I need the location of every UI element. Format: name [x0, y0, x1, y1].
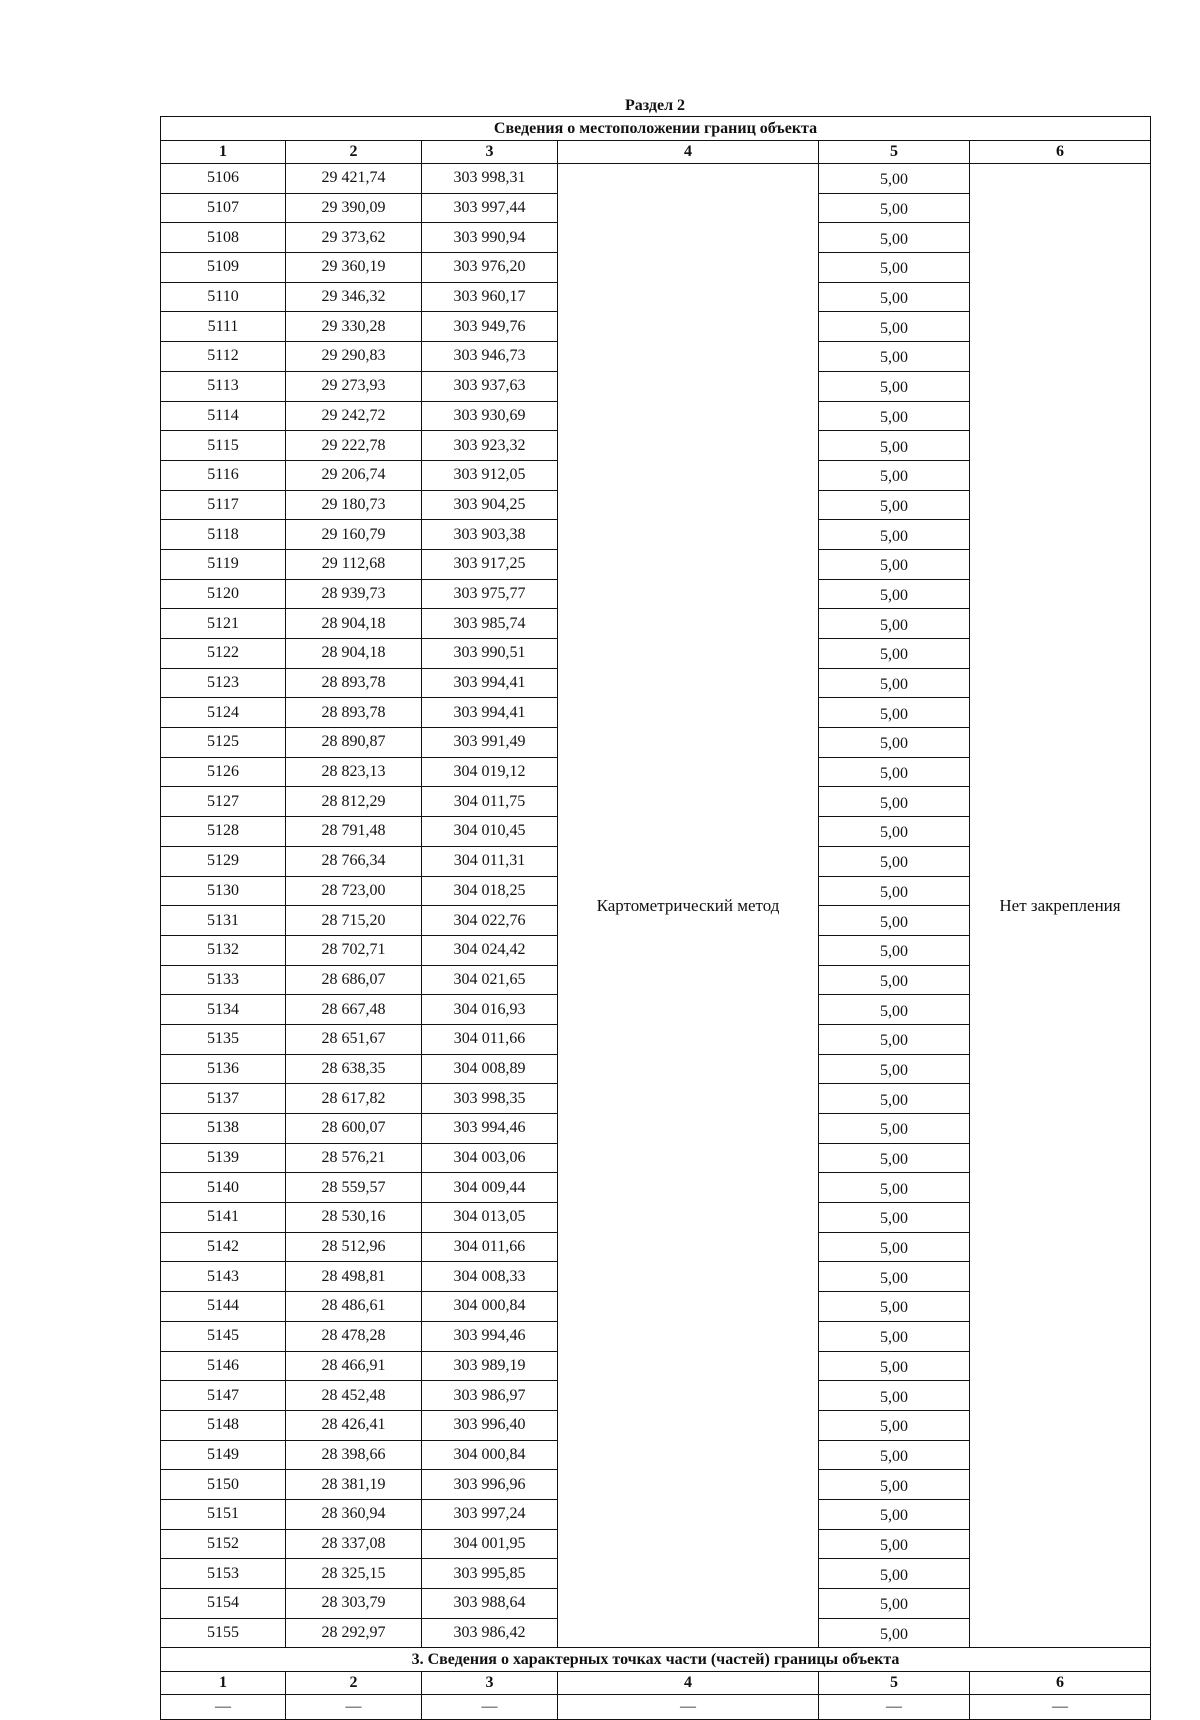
x-coordinate-cell: 28 823,13: [286, 757, 422, 787]
accuracy-cell: 5,00: [819, 223, 970, 253]
accuracy-cell: 5,00: [819, 787, 970, 817]
method-cell: Картометрический метод: [558, 164, 819, 1648]
accuracy-cell: 5,00: [819, 1054, 970, 1084]
point-number-cell: 5126: [161, 757, 286, 787]
x-coordinate-cell: 28 498,81: [286, 1262, 422, 1292]
point-number-cell: 5151: [161, 1499, 286, 1529]
section3-empty-cell: —: [819, 1695, 970, 1720]
accuracy-cell: 5,00: [819, 1114, 970, 1144]
x-coordinate-cell: 29 206,74: [286, 460, 422, 490]
x-coordinate-cell: 28 559,57: [286, 1173, 422, 1203]
x-coordinate-cell: 28 292,97: [286, 1618, 422, 1648]
accuracy-cell: 5,00: [819, 1143, 970, 1173]
y-coordinate-cell: 303 985,74: [422, 609, 558, 639]
x-coordinate-cell: 28 791,48: [286, 817, 422, 847]
accuracy-cell: 5,00: [819, 193, 970, 223]
y-coordinate-cell: 304 016,93: [422, 995, 558, 1025]
accuracy-cell: 5,00: [819, 817, 970, 847]
accuracy-cell: 5,00: [819, 520, 970, 550]
point-number-cell: 5127: [161, 787, 286, 817]
y-coordinate-cell: 303 989,19: [422, 1351, 558, 1381]
point-number-cell: 5136: [161, 1054, 286, 1084]
x-coordinate-cell: 28 617,82: [286, 1084, 422, 1114]
accuracy-cell: 5,00: [819, 1262, 970, 1292]
point-number-cell: 5112: [161, 342, 286, 372]
point-number-cell: 5135: [161, 1024, 286, 1054]
accuracy-cell: 5,00: [819, 1203, 970, 1233]
y-coordinate-cell: 303 994,41: [422, 698, 558, 728]
point-number-cell: 5114: [161, 401, 286, 431]
y-coordinate-cell: 303 994,41: [422, 668, 558, 698]
x-coordinate-cell: 28 893,78: [286, 668, 422, 698]
y-coordinate-cell: 304 021,65: [422, 965, 558, 995]
accuracy-cell: 5,00: [819, 1589, 970, 1619]
section3-empty-cell: —: [422, 1695, 558, 1720]
y-coordinate-cell: 304 024,42: [422, 935, 558, 965]
y-coordinate-cell: 304 011,31: [422, 846, 558, 876]
section3-header-row: [161, 1672, 1151, 1695]
accuracy-cell: 5,00: [819, 1440, 970, 1470]
point-number-cell: 5120: [161, 579, 286, 609]
section3-header-2: 2: [286, 1672, 422, 1695]
x-coordinate-cell: 29 180,73: [286, 490, 422, 520]
x-coordinate-cell: 29 290,83: [286, 342, 422, 372]
section-label: Раздел 2: [624, 97, 686, 114]
point-number-cell: 5137: [161, 1084, 286, 1114]
y-coordinate-cell: 304 003,06: [422, 1143, 558, 1173]
y-coordinate-cell: 303 988,64: [422, 1589, 558, 1619]
section3-caption-row: [161, 1648, 1151, 1672]
section3-header-6: 6: [970, 1672, 1151, 1695]
column-header-2: 2: [286, 141, 422, 164]
x-coordinate-cell: 28 667,48: [286, 995, 422, 1025]
x-coordinate-cell: 28 890,87: [286, 728, 422, 758]
point-number-cell: 5147: [161, 1381, 286, 1411]
section3-header-1: 1: [161, 1672, 286, 1695]
point-number-cell: 5122: [161, 639, 286, 669]
y-coordinate-cell: 304 011,75: [422, 787, 558, 817]
accuracy-cell: 5,00: [819, 698, 970, 728]
y-coordinate-cell: 303 990,94: [422, 223, 558, 253]
x-coordinate-cell: 28 530,16: [286, 1203, 422, 1233]
section3-header-5: 5: [819, 1672, 970, 1695]
x-coordinate-cell: 28 766,34: [286, 846, 422, 876]
accuracy-cell: 5,00: [819, 728, 970, 758]
x-coordinate-cell: 28 452,48: [286, 1381, 422, 1411]
x-coordinate-cell: 29 390,09: [286, 193, 422, 223]
x-coordinate-cell: 28 702,71: [286, 935, 422, 965]
y-coordinate-cell: 304 022,76: [422, 906, 558, 936]
accuracy-cell: 5,00: [819, 431, 970, 461]
point-number-cell: 5141: [161, 1203, 286, 1233]
x-coordinate-cell: 29 242,72: [286, 401, 422, 431]
accuracy-cell: 5,00: [819, 935, 970, 965]
y-coordinate-cell: 303 996,96: [422, 1470, 558, 1500]
point-number-cell: 5132: [161, 935, 286, 965]
point-number-cell: 5110: [161, 282, 286, 312]
point-number-cell: 5116: [161, 460, 286, 490]
y-coordinate-cell: 304 000,84: [422, 1440, 558, 1470]
point-number-cell: 5131: [161, 906, 286, 936]
point-number-cell: 5143: [161, 1262, 286, 1292]
y-coordinate-cell: 304 010,45: [422, 817, 558, 847]
accuracy-cell: 5,00: [819, 342, 970, 372]
point-number-cell: 5138: [161, 1114, 286, 1144]
x-coordinate-cell: 29 160,79: [286, 520, 422, 550]
x-coordinate-cell: 29 373,62: [286, 223, 422, 253]
accuracy-cell: 5,00: [819, 490, 970, 520]
point-number-cell: 5125: [161, 728, 286, 758]
y-coordinate-cell: 304 009,44: [422, 1173, 558, 1203]
x-coordinate-cell: 28 466,91: [286, 1351, 422, 1381]
section3-header-4: 4: [558, 1672, 819, 1695]
accuracy-cell: 5,00: [819, 579, 970, 609]
x-coordinate-cell: 29 346,32: [286, 282, 422, 312]
point-number-cell: 5107: [161, 193, 286, 223]
x-coordinate-cell: 28 337,08: [286, 1529, 422, 1559]
y-coordinate-cell: 304 000,84: [422, 1292, 558, 1322]
accuracy-cell: 5,00: [819, 757, 970, 787]
point-number-cell: 5108: [161, 223, 286, 253]
y-coordinate-cell: 304 018,25: [422, 876, 558, 906]
accuracy-cell: 5,00: [819, 1232, 970, 1262]
accuracy-cell: 5,00: [819, 1292, 970, 1322]
point-number-cell: 5145: [161, 1321, 286, 1351]
point-number-cell: 5128: [161, 817, 286, 847]
x-coordinate-cell: 28 512,96: [286, 1232, 422, 1262]
x-coordinate-cell: 29 222,78: [286, 431, 422, 461]
column-header-5: 5: [819, 141, 970, 164]
accuracy-cell: 5,00: [819, 846, 970, 876]
x-coordinate-cell: 28 398,66: [286, 1440, 422, 1470]
point-number-cell: 5130: [161, 876, 286, 906]
y-coordinate-cell: 303 904,25: [422, 490, 558, 520]
y-coordinate-cell: 304 019,12: [422, 757, 558, 787]
x-coordinate-cell: 29 273,93: [286, 371, 422, 401]
section3-empty-cell: —: [558, 1695, 819, 1720]
accuracy-cell: 5,00: [819, 876, 970, 906]
table-caption: Сведения о местоположении границ объекта: [161, 117, 1151, 141]
point-number-cell: 5119: [161, 549, 286, 579]
accuracy-cell: 5,00: [819, 282, 970, 312]
accuracy-cell: 5,00: [819, 164, 970, 194]
accuracy-cell: 5,00: [819, 1529, 970, 1559]
x-coordinate-cell: 29 360,19: [286, 253, 422, 283]
point-number-cell: 5154: [161, 1589, 286, 1619]
y-coordinate-cell: 303 986,42: [422, 1618, 558, 1648]
table-row: [161, 164, 1151, 194]
y-coordinate-cell: 303 998,35: [422, 1084, 558, 1114]
boundary-table: [160, 116, 1151, 1720]
y-coordinate-cell: 303 903,38: [422, 520, 558, 550]
point-number-cell: 5153: [161, 1559, 286, 1589]
table-caption-row: [161, 117, 1151, 141]
y-coordinate-cell: 303 998,31: [422, 164, 558, 194]
accuracy-cell: 5,00: [819, 1470, 970, 1500]
x-coordinate-cell: 29 112,68: [286, 549, 422, 579]
x-coordinate-cell: 28 904,18: [286, 639, 422, 669]
y-coordinate-cell: 303 996,40: [422, 1410, 558, 1440]
point-number-cell: 5149: [161, 1440, 286, 1470]
point-number-cell: 5134: [161, 995, 286, 1025]
y-coordinate-cell: 303 975,77: [422, 579, 558, 609]
x-coordinate-cell: 28 303,79: [286, 1589, 422, 1619]
x-coordinate-cell: 28 893,78: [286, 698, 422, 728]
y-coordinate-cell: 303 986,97: [422, 1381, 558, 1411]
point-number-cell: 5109: [161, 253, 286, 283]
x-coordinate-cell: 28 426,41: [286, 1410, 422, 1440]
point-number-cell: 5124: [161, 698, 286, 728]
y-coordinate-cell: 303 917,25: [422, 549, 558, 579]
y-coordinate-cell: 303 997,24: [422, 1499, 558, 1529]
y-coordinate-cell: 304 008,89: [422, 1054, 558, 1084]
x-coordinate-cell: 28 651,67: [286, 1024, 422, 1054]
point-number-cell: 5155: [161, 1618, 286, 1648]
accuracy-cell: 5,00: [819, 1381, 970, 1411]
point-number-cell: 5111: [161, 312, 286, 342]
accuracy-cell: 5,00: [819, 1173, 970, 1203]
point-number-cell: 5148: [161, 1410, 286, 1440]
section3-empty-cell: —: [970, 1695, 1151, 1720]
accuracy-cell: 5,00: [819, 1618, 970, 1648]
accuracy-cell: 5,00: [819, 1321, 970, 1351]
accuracy-cell: 5,00: [819, 312, 970, 342]
y-coordinate-cell: 303 949,76: [422, 312, 558, 342]
x-coordinate-cell: 28 904,18: [286, 609, 422, 639]
point-number-cell: 5133: [161, 965, 286, 995]
point-number-cell: 5142: [161, 1232, 286, 1262]
point-number-cell: 5139: [161, 1143, 286, 1173]
column-header-4: 4: [558, 141, 819, 164]
x-coordinate-cell: 28 576,21: [286, 1143, 422, 1173]
x-coordinate-cell: 28 478,28: [286, 1321, 422, 1351]
x-coordinate-cell: 28 325,15: [286, 1559, 422, 1589]
x-coordinate-cell: 28 715,20: [286, 906, 422, 936]
x-coordinate-cell: 28 723,00: [286, 876, 422, 906]
y-coordinate-cell: 303 994,46: [422, 1114, 558, 1144]
x-coordinate-cell: 29 330,28: [286, 312, 422, 342]
x-coordinate-cell: 28 600,07: [286, 1114, 422, 1144]
x-coordinate-cell: 28 381,19: [286, 1470, 422, 1500]
accuracy-cell: 5,00: [819, 253, 970, 283]
accuracy-cell: 5,00: [819, 965, 970, 995]
accuracy-cell: 5,00: [819, 668, 970, 698]
point-number-cell: 5152: [161, 1529, 286, 1559]
section3-caption: 3. Сведения о характерных точках части (частей) границы объекта: [161, 1648, 1151, 1672]
y-coordinate-cell: 304 008,33: [422, 1262, 558, 1292]
y-coordinate-cell: 303 912,05: [422, 460, 558, 490]
accuracy-cell: 5,00: [819, 609, 970, 639]
x-coordinate-cell: 28 686,07: [286, 965, 422, 995]
point-number-cell: 5140: [161, 1173, 286, 1203]
y-coordinate-cell: 303 960,17: [422, 282, 558, 312]
accuracy-cell: 5,00: [819, 1410, 970, 1440]
point-number-cell: 5146: [161, 1351, 286, 1381]
column-header-1: 1: [161, 141, 286, 164]
x-coordinate-cell: 28 638,35: [286, 1054, 422, 1084]
point-number-cell: 5144: [161, 1292, 286, 1322]
point-number-cell: 5106: [161, 164, 286, 194]
point-number-cell: 5123: [161, 668, 286, 698]
y-coordinate-cell: 303 994,46: [422, 1321, 558, 1351]
y-coordinate-cell: 304 011,66: [422, 1024, 558, 1054]
y-coordinate-cell: 304 013,05: [422, 1203, 558, 1233]
accuracy-cell: 5,00: [819, 371, 970, 401]
point-number-cell: 5150: [161, 1470, 286, 1500]
accuracy-cell: 5,00: [819, 1559, 970, 1589]
accuracy-cell: 5,00: [819, 1499, 970, 1529]
column-header-row: [161, 141, 1151, 164]
x-coordinate-cell: 29 421,74: [286, 164, 422, 194]
point-number-cell: 5113: [161, 371, 286, 401]
column-header-3: 3: [422, 141, 558, 164]
section3-empty-row: [161, 1695, 1151, 1720]
y-coordinate-cell: 303 991,49: [422, 728, 558, 758]
y-coordinate-cell: 303 997,44: [422, 193, 558, 223]
accuracy-cell: 5,00: [819, 401, 970, 431]
accuracy-cell: 5,00: [819, 460, 970, 490]
y-coordinate-cell: 303 946,73: [422, 342, 558, 372]
accuracy-cell: 5,00: [819, 549, 970, 579]
point-number-cell: 5129: [161, 846, 286, 876]
point-number-cell: 5121: [161, 609, 286, 639]
y-coordinate-cell: 304 011,66: [422, 1232, 558, 1262]
accuracy-cell: 5,00: [819, 1024, 970, 1054]
y-coordinate-cell: 303 937,63: [422, 371, 558, 401]
section3-header-3: 3: [422, 1672, 558, 1695]
y-coordinate-cell: 303 995,85: [422, 1559, 558, 1589]
point-number-cell: 5118: [161, 520, 286, 550]
y-coordinate-cell: 303 930,69: [422, 401, 558, 431]
section3-empty-cell: —: [161, 1695, 286, 1720]
accuracy-cell: 5,00: [819, 995, 970, 1025]
x-coordinate-cell: 28 812,29: [286, 787, 422, 817]
x-coordinate-cell: 28 939,73: [286, 579, 422, 609]
fixation-cell: Нет закрепления: [970, 164, 1151, 1648]
accuracy-cell: 5,00: [819, 1084, 970, 1114]
point-number-cell: 5117: [161, 490, 286, 520]
y-coordinate-cell: 303 976,20: [422, 253, 558, 283]
point-number-cell: 5115: [161, 431, 286, 461]
y-coordinate-cell: 303 923,32: [422, 431, 558, 461]
section3-empty-cell: —: [286, 1695, 422, 1720]
accuracy-cell: 5,00: [819, 906, 970, 936]
x-coordinate-cell: 28 486,61: [286, 1292, 422, 1322]
x-coordinate-cell: 28 360,94: [286, 1499, 422, 1529]
column-header-6: 6: [970, 141, 1151, 164]
accuracy-cell: 5,00: [819, 1351, 970, 1381]
accuracy-cell: 5,00: [819, 639, 970, 669]
y-coordinate-cell: 303 990,51: [422, 639, 558, 669]
y-coordinate-cell: 304 001,95: [422, 1529, 558, 1559]
